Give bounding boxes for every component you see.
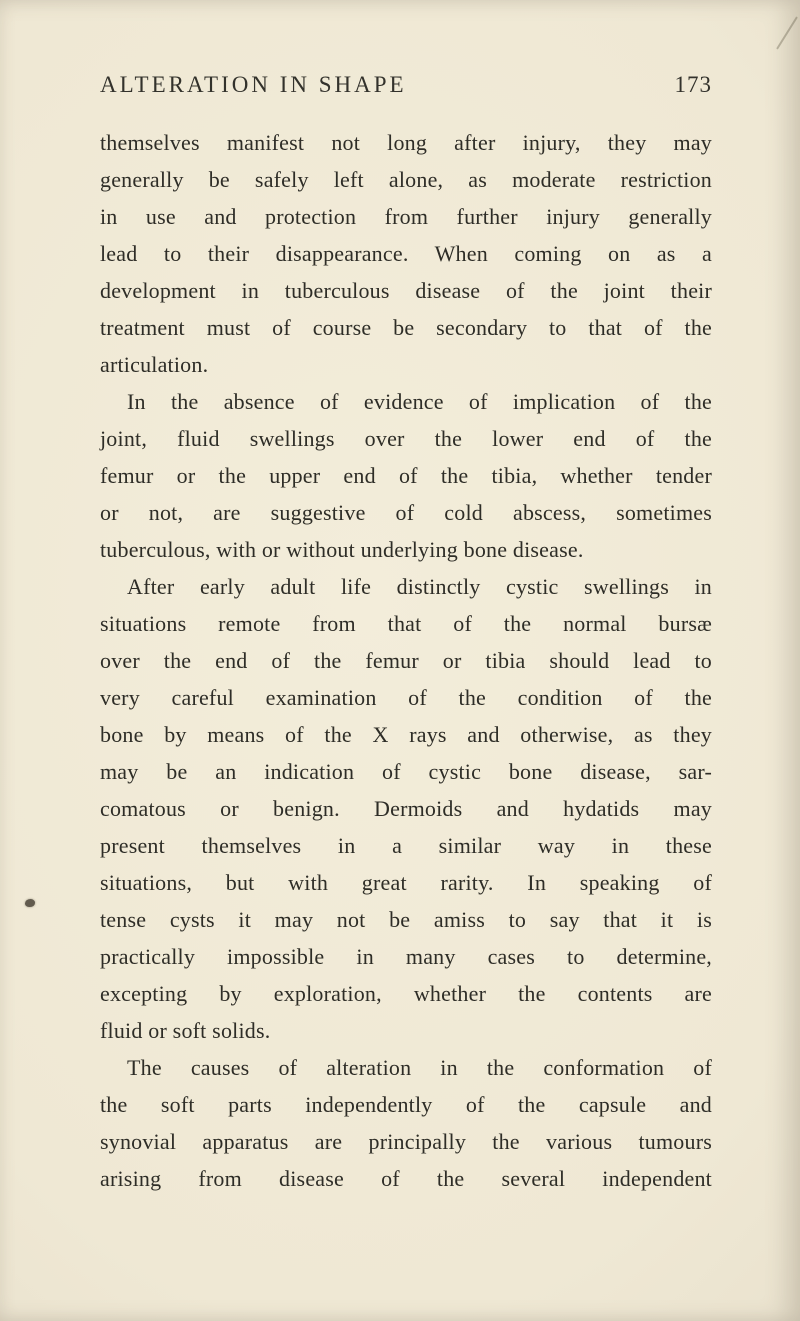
text-line: generally be safely left alone, as moderate restriction [100, 167, 712, 192]
page-number: 173 [674, 72, 712, 97]
text-line: treatment must of course be secondary to that of the [100, 315, 712, 340]
text-line: present themselves in a similar way in these [100, 833, 712, 858]
text-line: articulation. [100, 352, 209, 377]
text-line: the soft parts independently of the capsule and [100, 1092, 712, 1117]
text-line: joint, fluid swellings over the lower end of the [100, 426, 712, 451]
text-line: situations, but with great rarity. In speaking of [100, 870, 712, 895]
text-line: situations remote from that of the normal bursæ [100, 611, 712, 636]
text-line: development in tuberculous disease of the joint their [100, 278, 712, 303]
text-line: tuberculous, with or without underlying bone disease. [100, 537, 584, 562]
paragraph [100, 383, 712, 568]
text-line: lead to their disappearance. When coming on as a [100, 241, 712, 266]
text-line: themselves manifest not long after injury, they may [100, 130, 712, 155]
text-line: femur or the upper end of the tibia, whether tender [100, 463, 712, 488]
running-header [100, 72, 712, 98]
running-title: ALTERATION IN SHAPE [100, 72, 407, 97]
page-body [100, 124, 712, 1197]
text-line: may be an indication of cystic bone disease, sar- [100, 759, 712, 784]
paragraph [100, 1049, 712, 1197]
text-line: very careful examination of the condition of the [100, 685, 712, 710]
text-line: in use and protection from further injury generally [100, 204, 712, 229]
text-line: practically impossible in many cases to determine, [100, 944, 712, 969]
text-line: fluid or soft solids. [100, 1018, 271, 1043]
text-line: synovial apparatus are principally the various tumours [100, 1129, 712, 1154]
scratch-mark [776, 16, 798, 49]
text-line: bone by means of the X rays and otherwise, as they [100, 722, 712, 747]
text-line: comatous or benign. Dermoids and hydatids may [100, 796, 712, 821]
paragraph [100, 568, 712, 1049]
text-line: excepting by exploration, whether the contents are [100, 981, 712, 1006]
text-line: In the absence of evidence of implication of the [127, 389, 712, 414]
text-line: tense cysts it may not be amiss to say that it is [100, 907, 712, 932]
text-line: After early adult life distinctly cystic swellings in [127, 574, 712, 599]
text-line: The causes of alteration in the conformation of [127, 1055, 712, 1080]
text-line: or not, are suggestive of cold abscess, sometimes [100, 500, 712, 525]
text-line: arising from disease of the several independent [100, 1166, 712, 1191]
paragraph [100, 124, 712, 383]
ink-speck [25, 899, 35, 907]
text-line: over the end of the femur or tibia should lead to [100, 648, 712, 673]
